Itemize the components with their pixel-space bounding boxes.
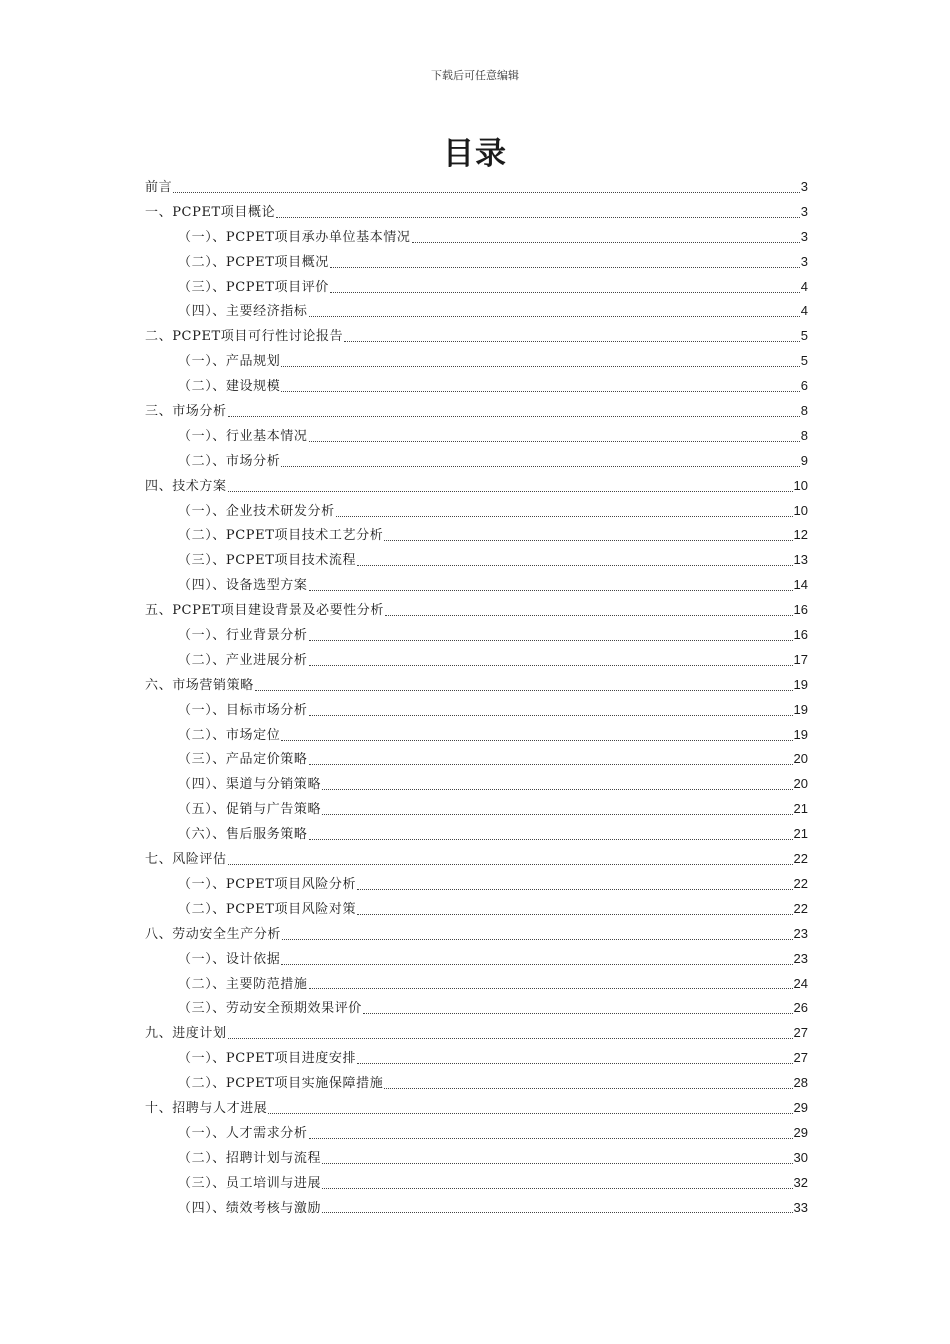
toc-entry-label: （二）、建设规模 <box>178 379 281 395</box>
toc-entry[interactable] <box>145 424 808 449</box>
toc-entry[interactable] <box>145 847 808 872</box>
toc-entry-label: 四、技术方案 <box>145 478 227 494</box>
toc-entry[interactable] <box>145 872 808 897</box>
toc-entry-page-number: 20 <box>793 751 808 767</box>
toc-entry-page-number: 19 <box>793 676 808 692</box>
toc-entry[interactable] <box>145 648 808 673</box>
toc-entry[interactable] <box>145 623 808 648</box>
toc-entry-label: （二）、市场定位 <box>178 727 281 743</box>
toc-entry-page-number: 5 <box>800 353 808 369</box>
dot-leader <box>322 1163 792 1164</box>
toc-entry-label: （一）、目标市场分析 <box>178 702 308 718</box>
toc-entry[interactable] <box>145 698 808 723</box>
toc-entry-page-number: 21 <box>793 801 808 817</box>
dot-leader <box>281 964 792 965</box>
dot-leader <box>309 665 793 666</box>
dot-leader <box>309 839 793 840</box>
dot-leader <box>309 1138 793 1139</box>
toc-entry-page-number: 5 <box>800 328 808 344</box>
toc-entry-label: （二）、PCPET项目实施保障措施 <box>178 1076 384 1092</box>
dot-leader <box>309 590 793 591</box>
toc-entry-page-number: 19 <box>793 701 808 717</box>
toc-entry-label: 十、招聘与人才进展 <box>145 1100 268 1116</box>
toc-entry-label: 九、进度计划 <box>145 1026 227 1042</box>
toc-entry-page-number: 4 <box>800 303 808 319</box>
toc-entry-page-number: 17 <box>793 651 808 667</box>
dot-leader <box>322 789 792 790</box>
page-title: 目录 <box>443 136 507 172</box>
dot-leader <box>357 1063 792 1064</box>
toc-entry-page-number: 3 <box>800 203 808 219</box>
toc-entry-label: （一）、人才需求分析 <box>178 1125 308 1141</box>
toc-entry[interactable] <box>145 1146 808 1171</box>
toc-entry-page-number: 22 <box>793 900 808 916</box>
dot-leader <box>330 292 800 293</box>
toc-entry-page-number: 23 <box>793 950 808 966</box>
toc-entry-page-number: 23 <box>793 925 808 941</box>
dot-leader <box>228 1038 793 1039</box>
toc-entry-label: （二）、产业进展分析 <box>178 652 308 668</box>
toc-entry-page-number: 10 <box>793 477 808 493</box>
toc-entry[interactable] <box>145 598 808 623</box>
toc-entry[interactable] <box>145 1096 808 1121</box>
toc-entry[interactable] <box>145 947 808 972</box>
toc-entry-page-number: 29 <box>793 1124 808 1140</box>
toc-entry-page-number: 3 <box>800 179 808 194</box>
dot-leader <box>322 1188 792 1189</box>
toc-entry[interactable] <box>145 1021 808 1046</box>
dot-leader <box>228 416 800 417</box>
toc-entry-page-number: 3 <box>800 253 808 269</box>
toc-entry-label: 七、风险评估 <box>145 852 227 868</box>
toc-entry[interactable] <box>145 324 808 349</box>
toc-entry-label: （二）、市场分析 <box>178 453 281 469</box>
toc-entry[interactable] <box>145 1196 808 1221</box>
toc-entry-label: （一）、行业基本情况 <box>178 428 308 444</box>
toc-entry-page-number: 27 <box>793 1050 808 1066</box>
toc-entry-page-number: 14 <box>793 577 808 593</box>
toc-entry[interactable] <box>145 1121 808 1146</box>
toc-entry-label: （二）、PCPET项目概况 <box>178 254 329 270</box>
toc-entry-page-number: 33 <box>793 1199 808 1215</box>
toc-entry[interactable] <box>145 275 808 300</box>
dot-leader <box>309 316 800 317</box>
toc-entry-page-number: 3 <box>800 228 808 244</box>
dot-leader <box>357 914 792 915</box>
toc-entry-label: 六、市场营销策略 <box>145 677 254 693</box>
toc-entry-page-number: 24 <box>793 975 808 991</box>
toc-entry[interactable] <box>145 1171 808 1196</box>
dot-leader <box>228 864 793 865</box>
dot-leader <box>385 615 793 616</box>
dot-leader <box>309 764 793 765</box>
toc-entry-page-number: 26 <box>793 1000 808 1016</box>
toc-entry-label: （一）、产品规划 <box>178 354 281 370</box>
dot-leader <box>281 466 799 467</box>
dot-leader <box>309 715 793 716</box>
dot-leader <box>322 1212 792 1213</box>
toc-entry[interactable] <box>145 200 808 225</box>
dot-leader <box>281 391 799 392</box>
toc-entry[interactable] <box>145 922 808 947</box>
toc-entry-label: 三、市场分析 <box>145 404 227 420</box>
toc-entry-page-number: 4 <box>800 278 808 294</box>
toc-entry[interactable] <box>145 175 808 200</box>
toc-entry[interactable] <box>145 349 808 374</box>
toc-entry-page-number: 21 <box>793 826 808 842</box>
toc-entry-page-number: 8 <box>800 403 808 419</box>
dot-leader <box>336 516 793 517</box>
dot-leader <box>309 988 793 989</box>
toc-entry-label: （二）、PCPET项目风险对策 <box>178 901 357 917</box>
toc-entry-label: 八、劳动安全生产分析 <box>145 926 282 942</box>
toc-entry-page-number: 22 <box>793 851 808 867</box>
toc-entry-page-number: 9 <box>800 452 808 468</box>
dot-leader <box>322 814 792 815</box>
dot-leader <box>357 889 792 890</box>
toc-entry-label: （三）、劳动安全预期效果评价 <box>178 1001 362 1017</box>
toc-entry-page-number: 16 <box>793 602 808 618</box>
toc-entry-label: （二）、PCPET项目技术工艺分析 <box>178 528 384 544</box>
toc-entry[interactable] <box>145 523 808 548</box>
toc-entry-page-number: 10 <box>793 502 808 518</box>
toc-entry[interactable] <box>145 449 808 474</box>
toc-entry[interactable] <box>145 972 808 997</box>
toc-entry-page-number: 32 <box>793 1174 808 1190</box>
toc-entry-page-number: 16 <box>793 627 808 643</box>
toc-entry[interactable] <box>145 399 808 424</box>
toc-entry-label: （一）、企业技术研发分析 <box>178 503 335 519</box>
toc-entry-page-number: 20 <box>793 776 808 792</box>
dot-leader <box>363 1013 793 1014</box>
toc-entry[interactable] <box>145 673 808 698</box>
dot-leader <box>173 192 800 193</box>
dot-leader <box>384 540 792 541</box>
toc-entry-label: （二）、主要防范措施 <box>178 976 308 992</box>
dot-leader <box>330 267 800 268</box>
toc-entry-page-number: 8 <box>800 427 808 443</box>
dot-leader <box>281 740 792 741</box>
toc-entry-page-number: 30 <box>793 1149 808 1165</box>
toc-entry[interactable] <box>145 374 808 399</box>
toc-entry[interactable] <box>145 747 808 772</box>
dot-leader <box>255 690 793 691</box>
toc-entry-page-number: 29 <box>793 1099 808 1115</box>
toc-entry-label: （一）、行业背景分析 <box>178 628 308 644</box>
toc-entry[interactable] <box>145 499 808 524</box>
toc-entry-label: （四）、绩效考核与激励 <box>178 1200 322 1216</box>
toc-entry-label: 一、PCPET项目概论 <box>145 204 276 220</box>
toc-entry-page-number: 19 <box>793 726 808 742</box>
toc-entry-label: （四）、渠道与分销策略 <box>178 777 322 793</box>
dot-leader <box>412 242 800 243</box>
toc-entry[interactable] <box>145 723 808 748</box>
toc-entry-label: （六）、售后服务策略 <box>178 827 308 843</box>
toc-entry-label: （一）、设计依据 <box>178 951 281 967</box>
toc-entry-page-number: 27 <box>793 1025 808 1041</box>
toc-entry-label: （四）、主要经济指标 <box>178 304 308 320</box>
dot-leader <box>309 640 793 641</box>
dot-leader <box>309 441 800 442</box>
toc-entry[interactable] <box>145 474 808 499</box>
toc-entry[interactable] <box>145 573 808 598</box>
toc-entry-label: （五）、促销与广告策略 <box>178 802 322 818</box>
toc-entry-label: （三）、产品定价策略 <box>178 752 308 768</box>
toc-entry[interactable] <box>145 822 808 847</box>
dot-leader <box>282 939 793 940</box>
toc-entry-label: （三）、PCPET项目技术流程 <box>178 553 357 569</box>
dot-leader <box>276 217 800 218</box>
toc-entry-page-number: 28 <box>793 1075 808 1091</box>
toc-entry-page-number: 6 <box>800 378 808 394</box>
dot-leader <box>357 565 792 566</box>
toc-entry[interactable] <box>145 996 808 1021</box>
toc-entry-label: （三）、PCPET项目评价 <box>178 279 329 295</box>
toc-entry-page-number: 12 <box>793 527 808 543</box>
toc-entry-label: 二、PCPET项目可行性讨论报告 <box>145 329 344 345</box>
toc-entry[interactable] <box>145 1071 808 1096</box>
toc-entry[interactable] <box>145 1046 808 1071</box>
toc-entry-page-number: 22 <box>793 875 808 891</box>
dot-leader <box>344 341 800 342</box>
dot-leader <box>281 366 799 367</box>
dot-leader <box>384 1088 792 1089</box>
toc-entry-page-number: 13 <box>793 552 808 568</box>
toc-entry-label: （二）、招聘计划与流程 <box>178 1150 322 1166</box>
toc-entry[interactable] <box>145 897 808 922</box>
dot-leader <box>268 1113 792 1114</box>
page-header: 下载后可任意编辑 <box>431 69 519 82</box>
table-of-contents <box>145 175 808 1220</box>
toc-entry-label: 前言 <box>145 180 173 195</box>
toc-entry[interactable] <box>145 797 808 822</box>
toc-entry-label: （三）、员工培训与进展 <box>178 1175 322 1191</box>
dot-leader <box>228 491 793 492</box>
toc-entry[interactable] <box>145 772 808 797</box>
toc-entry[interactable] <box>145 225 808 250</box>
toc-entry-label: 五、PCPET项目建设背景及必要性分析 <box>145 603 385 619</box>
toc-entry-label: （一）、PCPET项目承办单位基本情况 <box>178 229 411 245</box>
toc-entry[interactable] <box>145 250 808 275</box>
toc-entry[interactable] <box>145 548 808 573</box>
toc-entry[interactable] <box>145 299 808 324</box>
toc-entry-label: （一）、PCPET项目进度安排 <box>178 1051 357 1067</box>
toc-entry-label: （一）、PCPET项目风险分析 <box>178 876 357 892</box>
toc-entry-label: （四）、设备选型方案 <box>178 578 308 594</box>
